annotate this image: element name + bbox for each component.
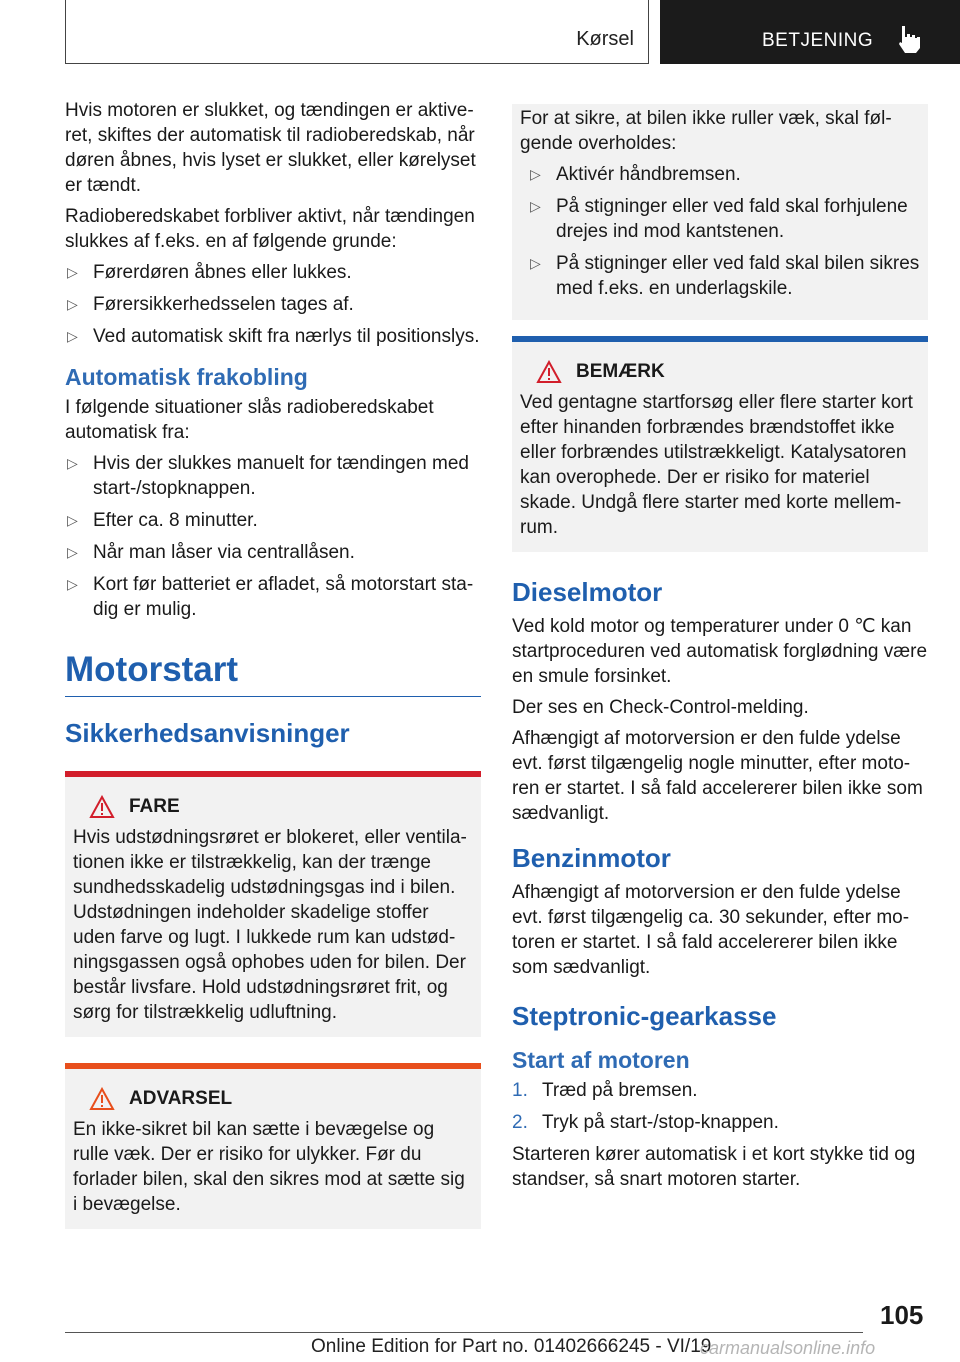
danger-text: Hvis udstødningsrøret er blokeret, eller ventilationen ikke er tilstrækkelig, kan der trænge sundhedsskadelig udstødningsgas ind i bilen. Udstødningen indeholder skadelige stoffer uden farve og lugt. I lukkede rum kan udstødningsgassen også ophobes uden for bilen. Der består livsfare. Hold udstødningsrøret frit, og sørg for tilstrækkelig udluftning. — [73, 827, 467, 1023]
list-item: ▷ På stigninger eller ved fald skal forhjulene drejes ind mod kantstenen. — [530, 196, 908, 242]
left-column — [65, 98, 481, 1229]
header-chapter-tab — [660, 0, 960, 64]
bullet-marker: ▷ — [530, 166, 541, 182]
heading-diesel: Dieselmotor — [512, 577, 663, 607]
bullet-marker: ▷ — [530, 255, 541, 271]
list-item: ▷ Hvis der slukkes manuelt for tændingen med start-/stopknappen. — [67, 453, 469, 499]
heading-benzin: Benzinmotor — [512, 843, 671, 873]
numbered-list — [512, 1078, 928, 1135]
bullet-marker: ▷ — [67, 576, 78, 592]
paragraph: I følgende situationer slås radioberedskabet automatisk fra: — [65, 397, 434, 443]
paragraph: Radioberedskabet forbliver aktivt, når tændingen slukkes af f.eks. en af følgende grunde: — [65, 206, 475, 252]
step-number: 2. — [512, 1112, 528, 1133]
paragraph: Der ses en Check-Control-melding. — [512, 697, 809, 718]
warning-triangle-icon — [536, 360, 562, 384]
list-item: ▷ Efter ca. 8 minutter. — [67, 510, 258, 531]
heading-steptronic: Steptronic-gearkasse — [512, 1001, 777, 1031]
bullet-marker: ▷ — [67, 264, 78, 280]
notice-text: Ved gentagne startforsøg eller flere starter kort efter hinanden forbrændes brændstoffet ikke eller forbrændes utilstrækkeligt. Katalysatoren kan overophede. Der er risiko for materiel skade. Undgå flere starter med korte mellemrum. — [520, 392, 913, 538]
bullet-list — [65, 260, 481, 349]
continuation-box — [512, 104, 928, 320]
heading-safety: Sikkerhedsanvisninger — [65, 718, 350, 748]
paragraph: For at sikre, at bilen ikke ruller væk, skal følgende overholdes: — [520, 108, 892, 154]
list-item: 2. Tryk på start-/stop-knappen. — [512, 1112, 779, 1133]
list-item: ▷ På stigninger eller ved fald skal bilen sikres med f.eks. en underlagskile. — [530, 253, 920, 299]
list-item: 1. Træd på bremsen. — [512, 1080, 698, 1101]
danger-box — [65, 771, 481, 1037]
list-item: ▷ Kort før batteriet er afladet, så motorstart stadig er mulig. — [67, 574, 474, 620]
notice-title: BEMÆRK — [520, 360, 920, 384]
paragraph: Hvis motoren er slukket, og tændingen er aktiveret, skiftes der automatisk til radioberedskab, når døren åbnes, hvis lyset er slukket, eller kørelyset er tændt. — [65, 100, 476, 196]
bullet-list — [528, 162, 920, 301]
subheading-start: Start af motoren — [512, 1047, 690, 1073]
warning-box — [65, 1063, 481, 1229]
chapter-title: BETJENING — [762, 30, 874, 51]
warning-text: En ikke-sikret bil kan sætte i bevægelse og rulle væk. Der er risiko for ulykker. Før du forlader bilen, skal den sikres mod at sætte sig i bevægelse. — [73, 1119, 465, 1215]
list-item: ▷ Når man låser via centrallåsen. — [67, 542, 355, 563]
step-number: 1. — [512, 1080, 528, 1101]
bullet-marker: ▷ — [67, 328, 78, 344]
paragraph: Starteren kører automatisk i et kort stykke tid og standser, så snart motoren starter. — [512, 1144, 916, 1190]
page-number: 105 — [880, 1300, 924, 1330]
bullet-marker: ▷ — [67, 512, 78, 528]
watermark: carmanualsonline.info — [700, 1338, 876, 1358]
bullet-list — [65, 451, 481, 622]
edition-text: Online Edition for Part no. 01402666245 - VI/19 — [311, 1336, 712, 1357]
subheading-auto-off: Automatisk frakobling — [65, 364, 308, 390]
warning-triangle-icon — [89, 1087, 115, 1111]
list-item: ▷ Ved automatisk skift fra nærlys til positionslys. — [67, 326, 480, 347]
pointing-hand-icon — [896, 24, 922, 54]
bullet-marker: ▷ — [67, 544, 78, 560]
paragraph: Afhængigt af motorversion er den fulde ydelse evt. først tilgængelig nogle minutter, efter motoren er startet. I så fald accelererer bilen ikke som sædvanligt. — [512, 728, 923, 824]
warning-title: ADVARSEL — [73, 1087, 473, 1111]
heading-motorstart: Motorstart — [65, 648, 481, 697]
bullet-marker: ▷ — [530, 198, 541, 214]
notice-box — [512, 336, 928, 552]
right-column — [512, 104, 928, 1198]
section-title: Kørsel — [576, 28, 634, 50]
bullet-marker: ▷ — [67, 296, 78, 312]
bullet-marker: ▷ — [67, 455, 78, 471]
paragraph: Afhængigt af motorversion er den fulde ydelse evt. først tilgængelig ca. 30 sekunder, efter motoren er startet. I så fald accelererer bilen ikke som sædvanligt. — [512, 882, 910, 978]
header-section-box — [65, 0, 649, 64]
list-item: ▷ Aktivér håndbremsen. — [530, 164, 741, 185]
footer-divider — [65, 1332, 863, 1333]
paragraph: Ved kold motor og temperaturer under 0 ℃ kan startproceduren ved automatisk forglødning være en smule forsinket. — [512, 616, 928, 687]
danger-title: FARE — [73, 795, 473, 819]
list-item: ▷ Førersikkerhedsselen tages af. — [67, 294, 354, 315]
warning-triangle-icon — [89, 795, 115, 819]
list-item: ▷ Førerdøren åbnes eller lukkes. — [67, 262, 352, 283]
